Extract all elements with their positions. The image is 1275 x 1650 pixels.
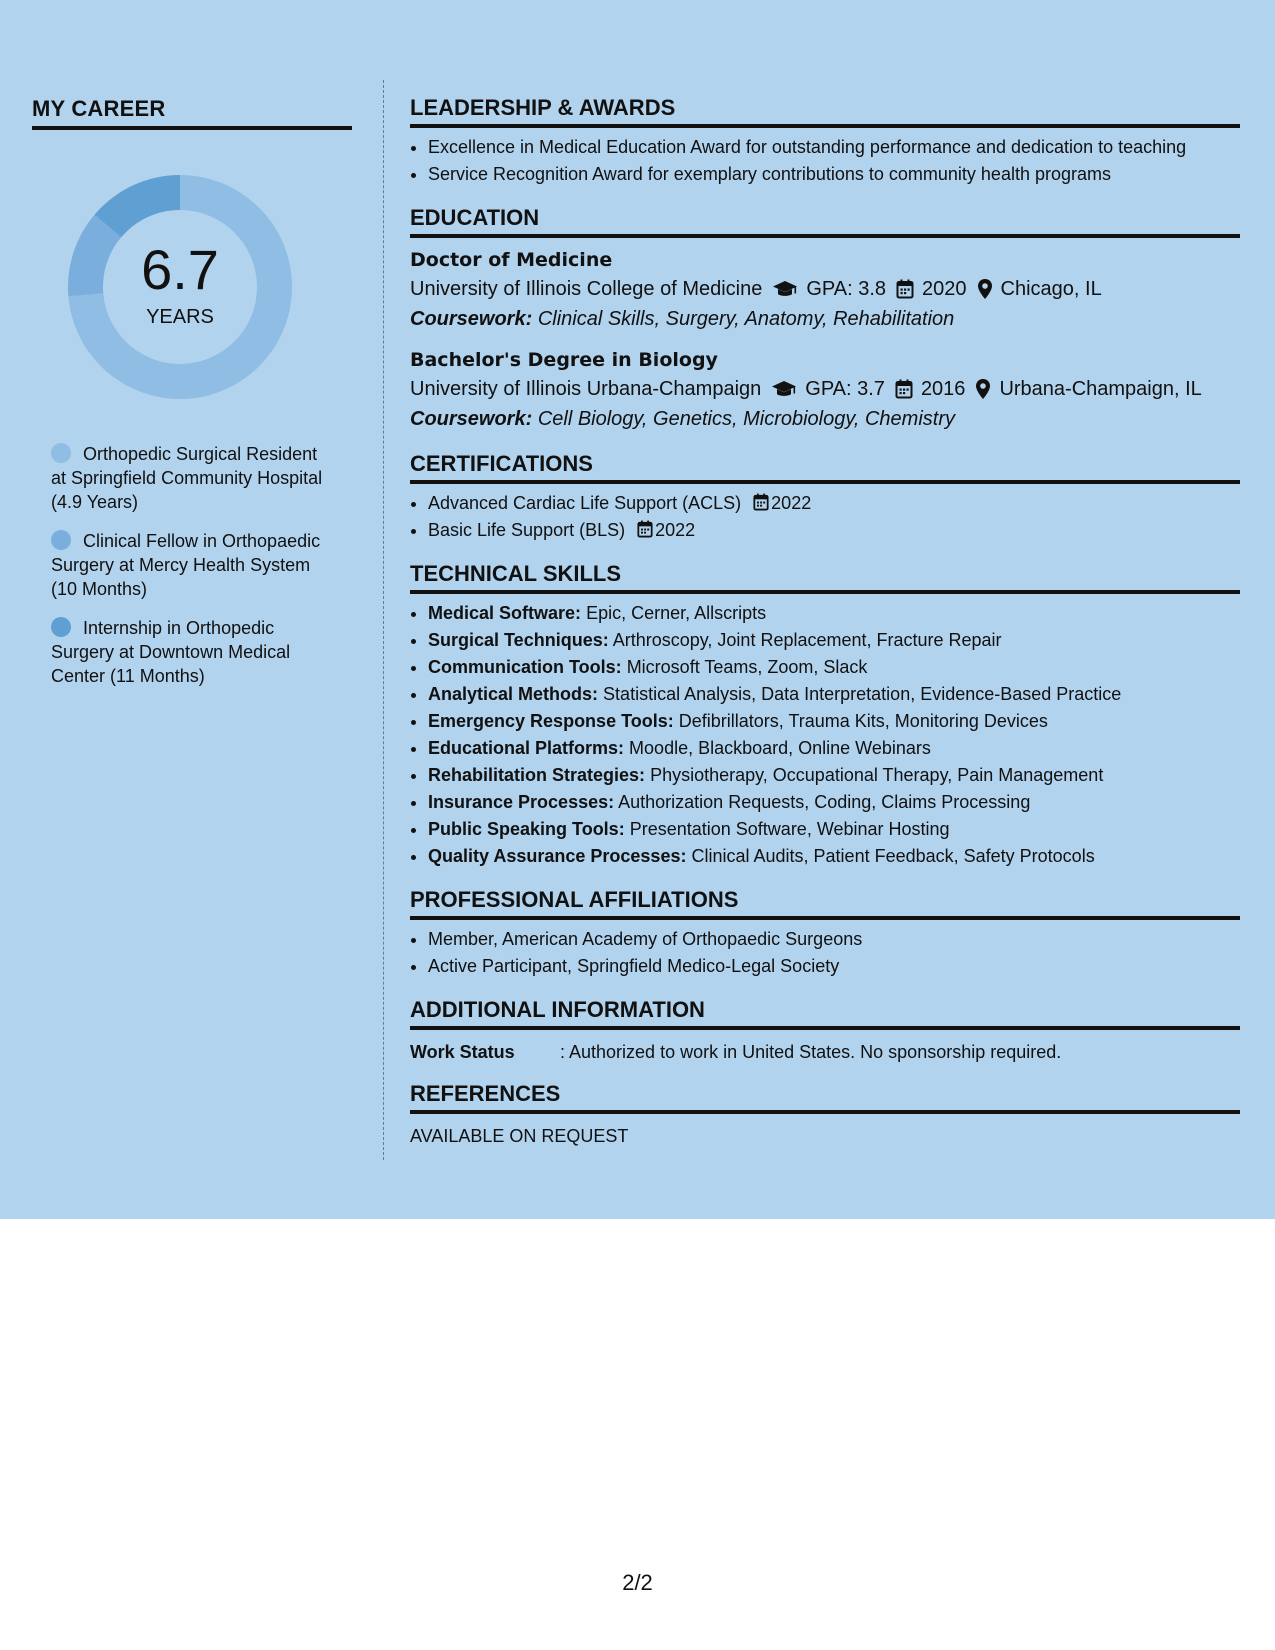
work-status-label: Work Status: [410, 1042, 515, 1062]
location-pin-icon: [975, 378, 991, 400]
skill-value: Epic, Cerner, Allscripts: [586, 603, 767, 623]
education-section: [410, 202, 1240, 434]
coursework-label: Coursework:: [410, 308, 533, 330]
certification-year: 2022: [771, 493, 812, 513]
legend-item: [51, 442, 331, 514]
references-text: AVAILABLE ON REQUEST: [410, 1126, 629, 1146]
degree-title: Doctor of Medicine: [410, 249, 613, 271]
legend-item: [51, 616, 331, 688]
list-item: • Service Recognition Award for exemplary contributions to community health programs: [428, 161, 1240, 188]
skills-section: [410, 558, 1240, 870]
school-location: Urbana-Champaign, IL: [999, 378, 1202, 400]
skill-value: Microsoft Teams, Zoom, Slack: [626, 657, 868, 677]
gpa-value: GPA: 3.7: [805, 378, 885, 400]
work-status-value: : Authorized to work in United States. No sponsorship required.: [560, 1042, 1062, 1062]
skills-list: [428, 600, 1240, 870]
skill-label: Analytical Methods:: [428, 684, 599, 704]
list-item: [428, 843, 1240, 870]
page-number: 2/2: [622, 1570, 653, 1595]
coursework-label: Coursework:: [410, 408, 533, 430]
list-item: [428, 681, 1240, 708]
career-total-unit: YEARS: [146, 306, 214, 328]
affiliations-section: [410, 884, 1240, 980]
career-legend: [51, 442, 331, 688]
school-location: Chicago, IL: [1000, 278, 1102, 300]
affiliations-list: [428, 926, 1240, 980]
coursework: [410, 304, 1240, 334]
skill-label: Surgical Techniques:: [428, 630, 609, 650]
skill-label: Communication Tools:: [428, 657, 622, 677]
list-item: [428, 654, 1240, 681]
career-donut-chart: [65, 172, 295, 402]
main-column: [410, 92, 1240, 1162]
list-item: [428, 789, 1240, 816]
school-name: University of Illinois Urbana-Champaign: [410, 378, 762, 400]
legend-dot: [51, 530, 71, 550]
skill-value: Moodle, Blackboard, Online Webinars: [629, 738, 931, 758]
skill-label: Insurance Processes:: [428, 792, 615, 812]
legend-label: Orthopedic Surgical Resident at Springfield Community Hospital (4.9 Years): [51, 444, 323, 512]
list-item: • Member, American Academy of Orthopaedic Surgeons: [428, 926, 1240, 953]
certification-name: Basic Life Support (BLS): [428, 520, 626, 540]
skill-label: Medical Software:: [428, 603, 582, 623]
leadership-section: [410, 92, 1240, 188]
list-item: • Excellence in Medical Education Award for outstanding performance and dedication to teaching: [428, 134, 1240, 161]
section-title: CERTIFICATIONS: [410, 448, 1240, 484]
skill-label: Emergency Response Tools:: [428, 711, 674, 731]
school-name: University of Illinois College of Medicine: [410, 278, 763, 300]
list-item: [428, 600, 1240, 627]
list-item: [428, 490, 1240, 517]
section-title: TECHNICAL SKILLS: [410, 558, 1240, 594]
skill-label: Quality Assurance Processes:: [428, 846, 687, 866]
legend-dot: [51, 443, 71, 463]
skill-value: Presentation Software, Webinar Hosting: [629, 819, 950, 839]
graduation-year: 2016: [920, 378, 966, 400]
work-status-row: [410, 1040, 1240, 1064]
legend-label: Internship in Orthopedic Surgery at Downtown Medical Center (11 Months): [51, 618, 291, 686]
career-title: MY CAREER: [32, 96, 352, 130]
education-entry: [410, 246, 1240, 334]
leadership-list: [428, 134, 1240, 188]
coursework-list: Clinical Skills, Surgery, Anatomy, Rehabilitation: [537, 308, 955, 330]
skill-label: Educational Platforms:: [428, 738, 625, 758]
certification-year: 2022: [655, 520, 696, 540]
career-total-value: 6.7: [141, 238, 219, 301]
skill-value: Clinical Audits, Patient Feedback, Safety Protocols: [691, 846, 1095, 866]
section-title: LEADERSHIP & AWARDS: [410, 92, 1240, 128]
skill-label: Rehabilitation Strategies:: [428, 765, 646, 785]
section-title: EDUCATION: [410, 202, 1240, 238]
list-item: [428, 735, 1240, 762]
coursework-list: Cell Biology, Genetics, Microbiology, Chemistry: [537, 408, 955, 430]
list-item: • Active Participant, Springfield Medico-Legal Society: [428, 953, 1240, 980]
skill-value: Statistical Analysis, Data Interpretation, Evidence-Based Practice: [603, 684, 1122, 704]
calendar-icon: [637, 520, 653, 538]
degree-title: Bachelor's Degree in Biology: [410, 349, 718, 371]
graduation-cap-icon: [771, 379, 797, 399]
list-item: [428, 762, 1240, 789]
education-details: [410, 274, 1240, 304]
location-pin-icon: [977, 278, 993, 300]
calendar-icon: [896, 279, 914, 299]
certifications-list: [428, 490, 1240, 544]
skill-value: Authorization Requests, Coding, Claims Processing: [618, 792, 1031, 812]
skill-value: Defibrillators, Trauma Kits, Monitoring Devices: [678, 711, 1048, 731]
additional-info-section: [410, 994, 1240, 1064]
graduation-cap-icon: [772, 279, 798, 299]
education-details: [410, 374, 1240, 404]
section-title: REFERENCES: [410, 1078, 1240, 1114]
career-column: [32, 96, 352, 703]
legend-label: Clinical Fellow in Orthopaedic Surgery at Mercy Health System (10 Months): [51, 531, 321, 599]
list-item: [428, 816, 1240, 843]
graduation-year: 2020: [922, 278, 967, 300]
list-item: [428, 627, 1240, 654]
skill-value: Arthroscopy, Joint Replacement, Fracture Repair: [612, 630, 1002, 650]
calendar-icon: [895, 379, 913, 399]
list-item: [428, 517, 1240, 544]
column-divider: [383, 80, 384, 1160]
skill-value: Physiotherapy, Occupational Therapy, Pain Management: [650, 765, 1104, 785]
skill-label: Public Speaking Tools:: [428, 819, 625, 839]
section-title: ADDITIONAL INFORMATION: [410, 994, 1240, 1030]
legend-item: [51, 529, 331, 601]
education-entry: [410, 346, 1240, 434]
section-title: PROFESSIONAL AFFILIATIONS: [410, 884, 1240, 920]
gpa-value: GPA: 3.8: [806, 278, 887, 300]
legend-dot: [51, 617, 71, 637]
coursework: [410, 404, 1240, 434]
calendar-icon: [753, 493, 769, 511]
certifications-section: [410, 448, 1240, 544]
certification-name: Advanced Cardiac Life Support (ACLS): [428, 493, 742, 513]
references-section: [410, 1078, 1240, 1148]
list-item: [428, 708, 1240, 735]
